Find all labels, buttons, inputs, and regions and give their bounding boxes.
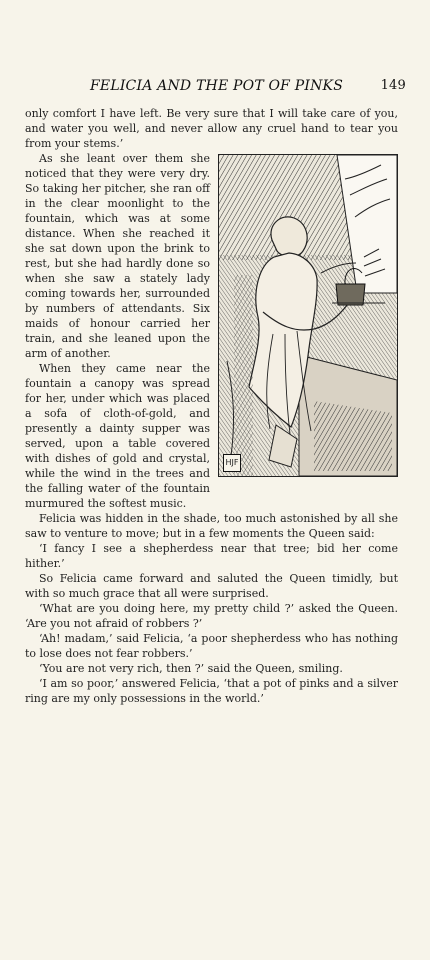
paragraph-1: only comfort I have left. Be very sure that I will take care of you, and water you well, and never allow any cruel hand to tear you from your stems.’ xyxy=(25,107,398,150)
paragraph-8: ‘Ah! madam,’ said Felicia, ‘a poor shepherdess who has nothing to lose does not fear robbers.’ xyxy=(25,632,398,660)
page-number: 149 xyxy=(380,78,406,93)
paragraph-4: Felicia was hidden in the shade, too much astonished by all she saw to venture to move; but in a few moments the Queen said: xyxy=(25,512,398,540)
paragraph-5: ‘I fancy I see a shepherdess near that tree; bid her come hither.’ xyxy=(25,542,398,570)
paragraph-9: ‘You are not very rich, then ?’ said the Queen, smiling. xyxy=(39,662,343,675)
page-text xyxy=(25,106,398,706)
paragraph-6: So Felicia came forward and saluted the Queen timidly, but with so much grace that all were surprised. xyxy=(25,572,398,600)
illustration xyxy=(218,154,398,477)
artist-monogram: HJF xyxy=(223,454,241,472)
paragraph-2: As she leant over them she noticed that they were very dry. So taking her pitcher, she ran off in the clear moonlight to the fountain, which was at some distance. When she reached it she sat down upon the brink to rest, but she had hardly done so when she saw a stately lady coming towards her, surrounded by numbers of attendants. Six maids of honour carried her train, and she leaned upon the arm of another. xyxy=(25,152,210,360)
paragraph-10: ‘I am so poor,’ answered Felicia, ‘that a pot of pinks and a silver ring are my only possessions in the world.’ xyxy=(25,677,398,705)
chapter-title: FELICIA AND THE POT OF PINKS xyxy=(90,78,343,94)
paragraph-3: When they came near the fountain a canopy was spread for her, under which was placed a sofa of cloth-of-gold, and presently a dainty supper was served, upon a table covered with dishes of gold and crystal, while the wind in the trees and the falling water of the fountain murmured the softest music. xyxy=(25,362,210,510)
illustration-drawing xyxy=(219,155,397,476)
running-header xyxy=(24,78,406,98)
paragraph-7: ‘What are you doing here, my pretty child ?’ asked the Queen. ‘Are you not afraid of robbers ?’ xyxy=(25,602,398,630)
